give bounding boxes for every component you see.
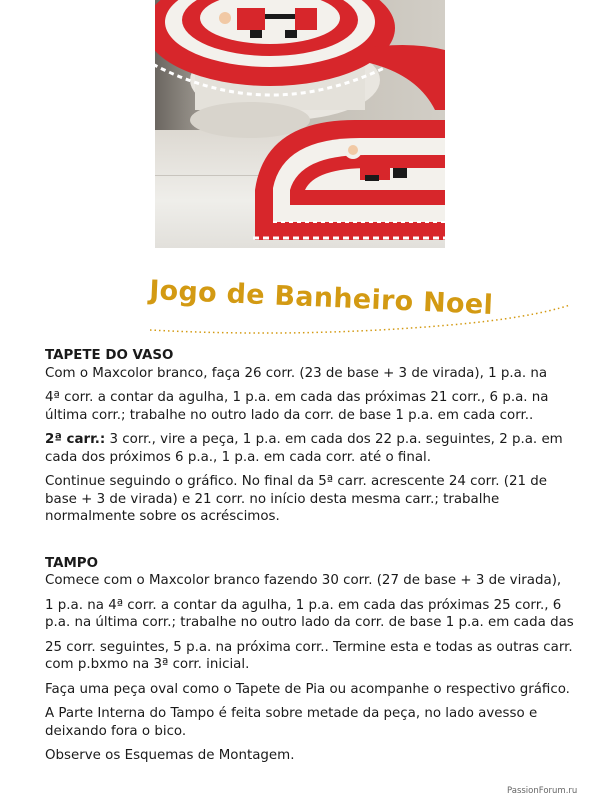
paragraph: Observe os Esquemas de Montagem. — [45, 748, 295, 763]
section-heading-tampo: TAMPO — [45, 555, 98, 571]
title-dotted-swash — [150, 300, 570, 335]
paragraph: Comece com o Maxcolor branco fazendo 30 corr. (27 de base + 3 de virada), — [45, 573, 562, 588]
paragraph: 1 p.a. na 4ª corr. a contar da agulha, 1 p.a. em cada das próximas 25 corr., 6 p.a. na última corr.; trabalhe no outro lado da corr. de base 1 p.a. em cada das — [45, 597, 574, 630]
section-heading-tapete: TAPETE DO VASO — [45, 348, 174, 363]
row-label: 2ª carr.: — [45, 432, 106, 447]
paragraph: Com o Maxcolor branco, faça 26 corr. (23 de base + 3 de virada), 1 p.a. na — [45, 365, 548, 381]
paragraph-text: 3 corr., vire a peça, 1 p.a. em cada dos 22 p.a. seguintes, 2 p.a. em cada dos próximos 6 p.a., 1 p.a. em cada corr. até o final. — [45, 432, 563, 465]
paragraph: 4ª corr. a contar da agulha, 1 p.a. em cada das próximas 21 corr., 6 p.a. na última corr.; trabalhe no outro lado da corr. de base 1 p.a. em cada corr.. — [45, 390, 549, 423]
paragraph: Continue seguindo o gráfico. No final da 5ª carr. acrescente 24 corr. (21 de base + 3 de virada) e 21 corr. no início desta mesma carr.; trabalhe normalmente sobre os acréscimos. — [45, 474, 547, 524]
watermark: PassionForum.ru — [507, 786, 578, 796]
paragraph: A Parte Interna do Tampo é feita sobre metade da peça, no lado avesso e deixando fora o bico. — [45, 706, 538, 739]
product-photo — [155, 0, 445, 248]
paragraph: Faça uma peça oval como o Tapete de Pia ou acompanhe o respectivo gráfico. — [45, 681, 570, 697]
paragraph-row-2 — [45, 431, 575, 466]
instructions — [45, 347, 575, 772]
crochet-set-illustration — [155, 0, 445, 248]
paragraph: 25 corr. seguintes, 5 p.a. na próxima corr.. Termine esta e todas as outras carr. com p.bxmo na 3ª corr. inicial. — [45, 639, 573, 672]
page-title: Jogo de Banheiro Noel — [148, 275, 494, 321]
